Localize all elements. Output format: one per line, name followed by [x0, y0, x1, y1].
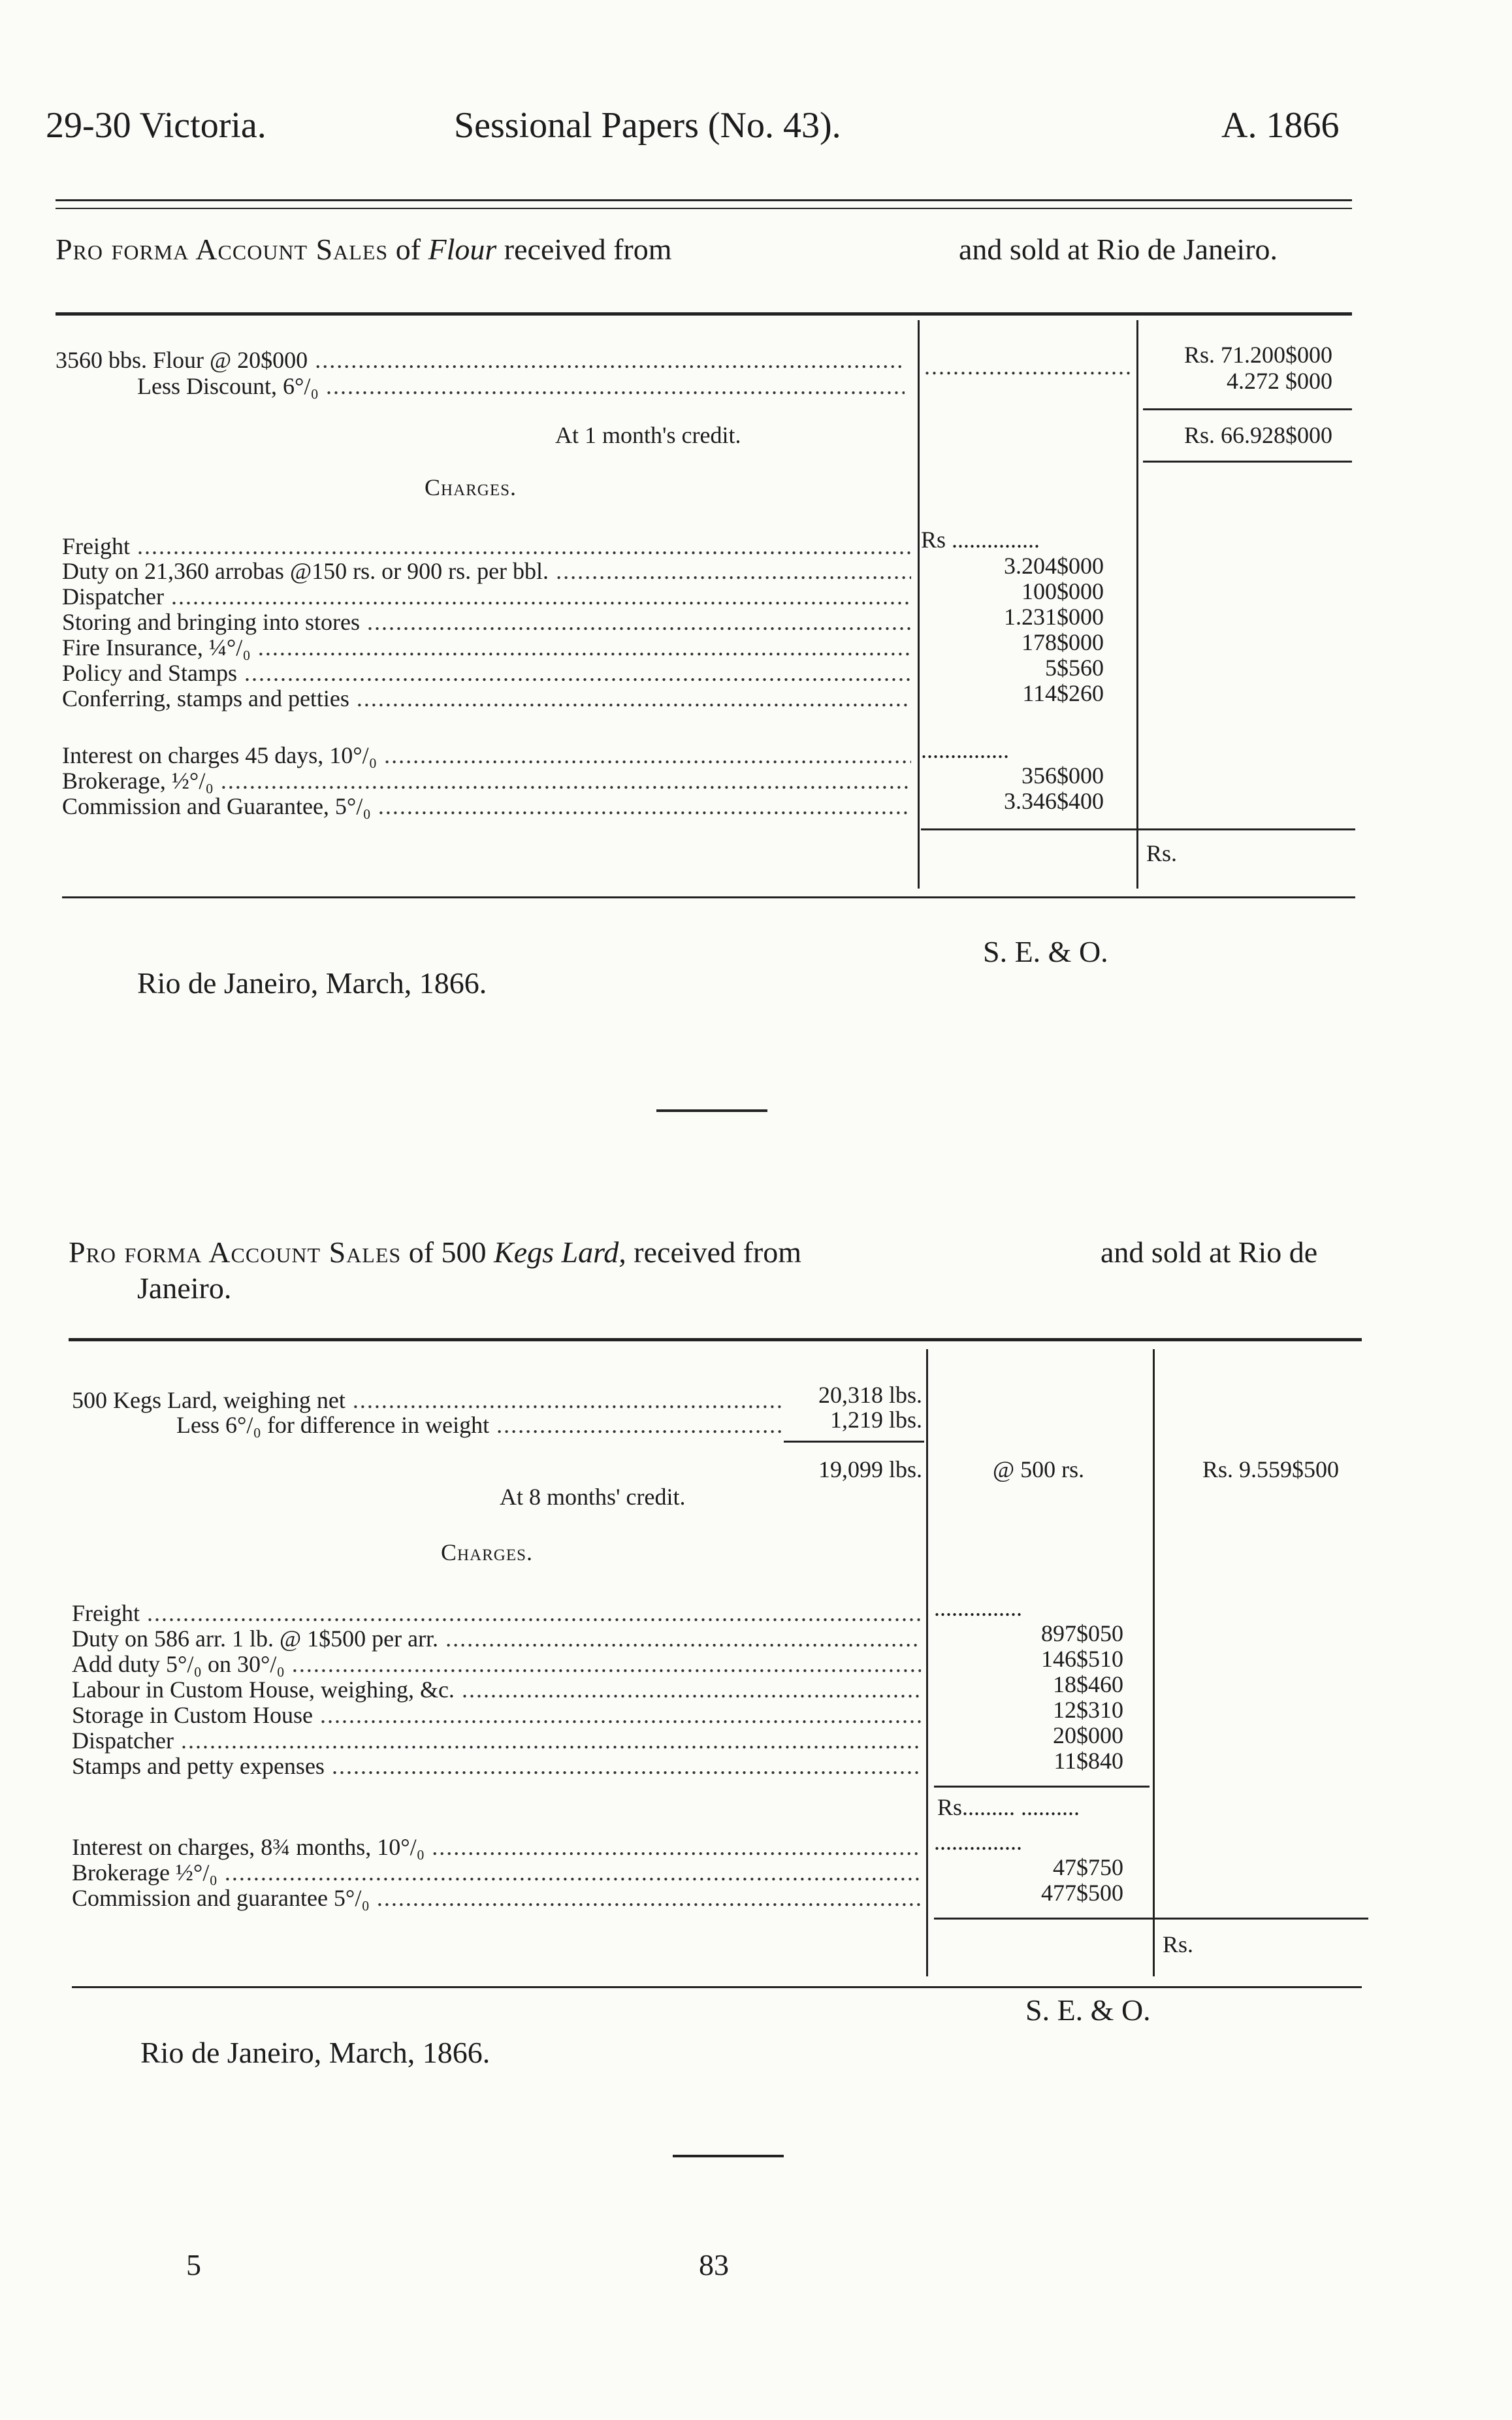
running-head-left: 29-30 Victoria.: [46, 105, 266, 146]
flour-col-divider-2: [1136, 320, 1138, 889]
flour-charge-conferring: Conferring, stamps and petties .....: [62, 685, 911, 712]
lard-extra-commission-value: 477$500: [1041, 1880, 1123, 1906]
lard-place-date: Rio de Janeiro, March, 1866.: [140, 2036, 491, 2069]
flour-charge-policy-value: 5$560: [1045, 655, 1104, 681]
flour-charge-freight-value: Rs ...............: [921, 527, 1040, 553]
flour-charge-duty: Duty on 21,360 arrobas @150 rs. or 900 rs. per bbl. .....: [62, 557, 911, 585]
flour-net-underline: [1143, 461, 1352, 463]
flour-discount-label: Less Discount, 6°/₀ .....: [137, 372, 905, 400]
flour-gross-row-label: 3560 bbs. Flour @ 20$000 .....: [56, 346, 905, 374]
flour-credit-terms: At 1 month's credit.: [555, 422, 741, 448]
lard-charge-dispatcher: Dispatcher .....: [72, 1727, 921, 1754]
flour-charge-insurance-value: 178$000: [1021, 629, 1104, 655]
header-rule: [56, 199, 1352, 201]
footer-signature-mark: 5: [186, 2248, 201, 2281]
lard-extra-brokerage: Brokerage ½°/₀ .....: [72, 1859, 921, 1886]
lard-extra-interest: Interest on charges, 8¾ months, 10°/₀ .....: [72, 1833, 921, 1861]
lard-title-line2: Janeiro.: [137, 1271, 232, 1305]
lard-weight-rule: [784, 1441, 924, 1443]
running-head-right: A. 1866: [1221, 105, 1340, 146]
lard-charge-duty: Duty on 586 arr. 1 lb. @ 1$500 per arr. .....: [72, 1625, 921, 1652]
lard-bottom-rule: [72, 1986, 1362, 1988]
lard-extra-commission: Commission and guarantee 5°/₀ .....: [72, 1884, 921, 1912]
lard-net-weight: 19,099 lbs.: [818, 1456, 922, 1482]
lard-less-label: Less 6°/₀ for difference in weight .....: [176, 1411, 784, 1439]
flour-top-rule: [56, 312, 1352, 316]
lard-net-total: Rs. 9.559$500: [1202, 1456, 1339, 1482]
flour-gross-value: Rs. 71.200$000: [1183, 342, 1332, 368]
lard-charge-add-duty: Add duty 5°/₀ on 30°/₀ .....: [72, 1650, 921, 1678]
flour-extra-commission: Commission and Guarantee, 5°/₀ .....: [62, 793, 911, 820]
lard-charges-heading: Charges.: [441, 1539, 534, 1565]
lard-less-weight: 1,219 lbs.: [829, 1407, 922, 1433]
flour-title-right: and sold at Rio de Janeiro.: [959, 233, 1278, 266]
flour-charge-dispatcher: Dispatcher .....: [62, 583, 911, 610]
flour-net-total: Rs. 66.928$000: [1183, 422, 1332, 448]
flour-charge-dispatcher-value: 100$000: [1021, 578, 1104, 604]
lard-top-rule: [69, 1338, 1362, 1341]
end-separator: [673, 2155, 784, 2157]
flour-total-rule: [921, 828, 1355, 830]
lard-charge-duty-value: 897$050: [1041, 1620, 1123, 1646]
flour-extra-brokerage-value: 356$000: [1021, 762, 1104, 789]
lard-charge-storage: Storage in Custom House .....: [72, 1701, 921, 1729]
flour-place-date: Rio de Janeiro, March, 1866.: [137, 966, 487, 1000]
header-rule-2: [56, 208, 1352, 209]
lard-rate: @ 500 rs.: [993, 1456, 1085, 1482]
lard-extra-brokerage-value: 47$750: [1053, 1854, 1123, 1880]
lard-charge-stamps-value: 11$840: [1054, 1748, 1123, 1774]
lard-charge-storage-value: 12$310: [1053, 1697, 1123, 1723]
lard-gross-weight: 20,318 lbs.: [818, 1382, 922, 1408]
lard-extra-interest-value: ...............: [934, 1829, 1022, 1855]
running-head-center: Sessional Papers (No. 43).: [454, 105, 841, 146]
flour-extra-commission-value: 3.346$400: [1004, 788, 1104, 814]
lard-charge-stamps: Stamps and petty expenses .....: [72, 1752, 921, 1780]
lard-total-rule: [934, 1918, 1368, 1920]
lard-charge-dispatcher-value: 20$000: [1053, 1722, 1123, 1748]
lard-col-divider-2: [1153, 1349, 1155, 1976]
flour-extra-brokerage: Brokerage, ½°/₀ .....: [62, 767, 911, 794]
flour-charge-duty-value: 3.204$000: [1004, 553, 1104, 579]
lard-charge-freight-value: ...............: [934, 1595, 1022, 1621]
flour-charge-storing-value: 1.231$000: [1004, 604, 1104, 630]
flour-col-divider-1: [918, 320, 920, 889]
lard-credit-terms: At 8 months' credit.: [500, 1484, 686, 1510]
lard-title-right: and sold at Rio de: [1101, 1235, 1318, 1269]
section-separator: [656, 1109, 767, 1112]
lard-total-label: Rs.: [1163, 1931, 1194, 1957]
lard-charge-add-duty-value: 146$510: [1041, 1646, 1123, 1672]
lard-col-divider-1: [926, 1349, 928, 1976]
flour-charges-heading: Charges.: [425, 474, 517, 500]
flour-total-label: Rs.: [1146, 840, 1178, 866]
lard-charge-freight: Freight .....: [72, 1599, 921, 1627]
flour-net-rule: [1143, 408, 1352, 410]
flour-charge-insurance: Fire Insurance, ¼°/₀ .....: [62, 634, 911, 661]
lard-charge-labour-value: 18$460: [1053, 1671, 1123, 1697]
lard-title: Pro forma Account Sales of 500 Kegs Lard, received from: [69, 1235, 801, 1269]
flour-charge-storing: Storing and bringing into stores .....: [62, 608, 911, 636]
flour-charge-policy: Policy and Stamps .....: [62, 659, 911, 687]
flour-signature: S. E. & O.: [983, 935, 1108, 968]
page-number: 83: [699, 2248, 729, 2281]
flour-extra-interest: Interest on charges 45 days, 10°/₀ .....: [62, 742, 911, 769]
flour-charge-conferring-value: 114$260: [1022, 680, 1104, 706]
flour-col1-leader: [924, 353, 1130, 380]
flour-title: Pro forma Account Sales of Flour received from: [56, 233, 672, 266]
flour-bottom-rule: [62, 896, 1355, 898]
flour-discount-value: 4.272 $000: [1227, 368, 1332, 394]
lard-subtotal-label: Rs......... ..........: [937, 1794, 1080, 1820]
lard-gross-label: 500 Kegs Lard, weighing net .....: [72, 1386, 784, 1414]
lard-subtotal-rule: [934, 1786, 1150, 1788]
flour-extra-interest-value: ...............: [921, 737, 1009, 763]
flour-charge-freight: Freight .....: [62, 532, 911, 560]
lard-signature: S. E. & O.: [1025, 1993, 1151, 2027]
lard-charge-labour: Labour in Custom House, weighing, &c. .....: [72, 1676, 921, 1703]
